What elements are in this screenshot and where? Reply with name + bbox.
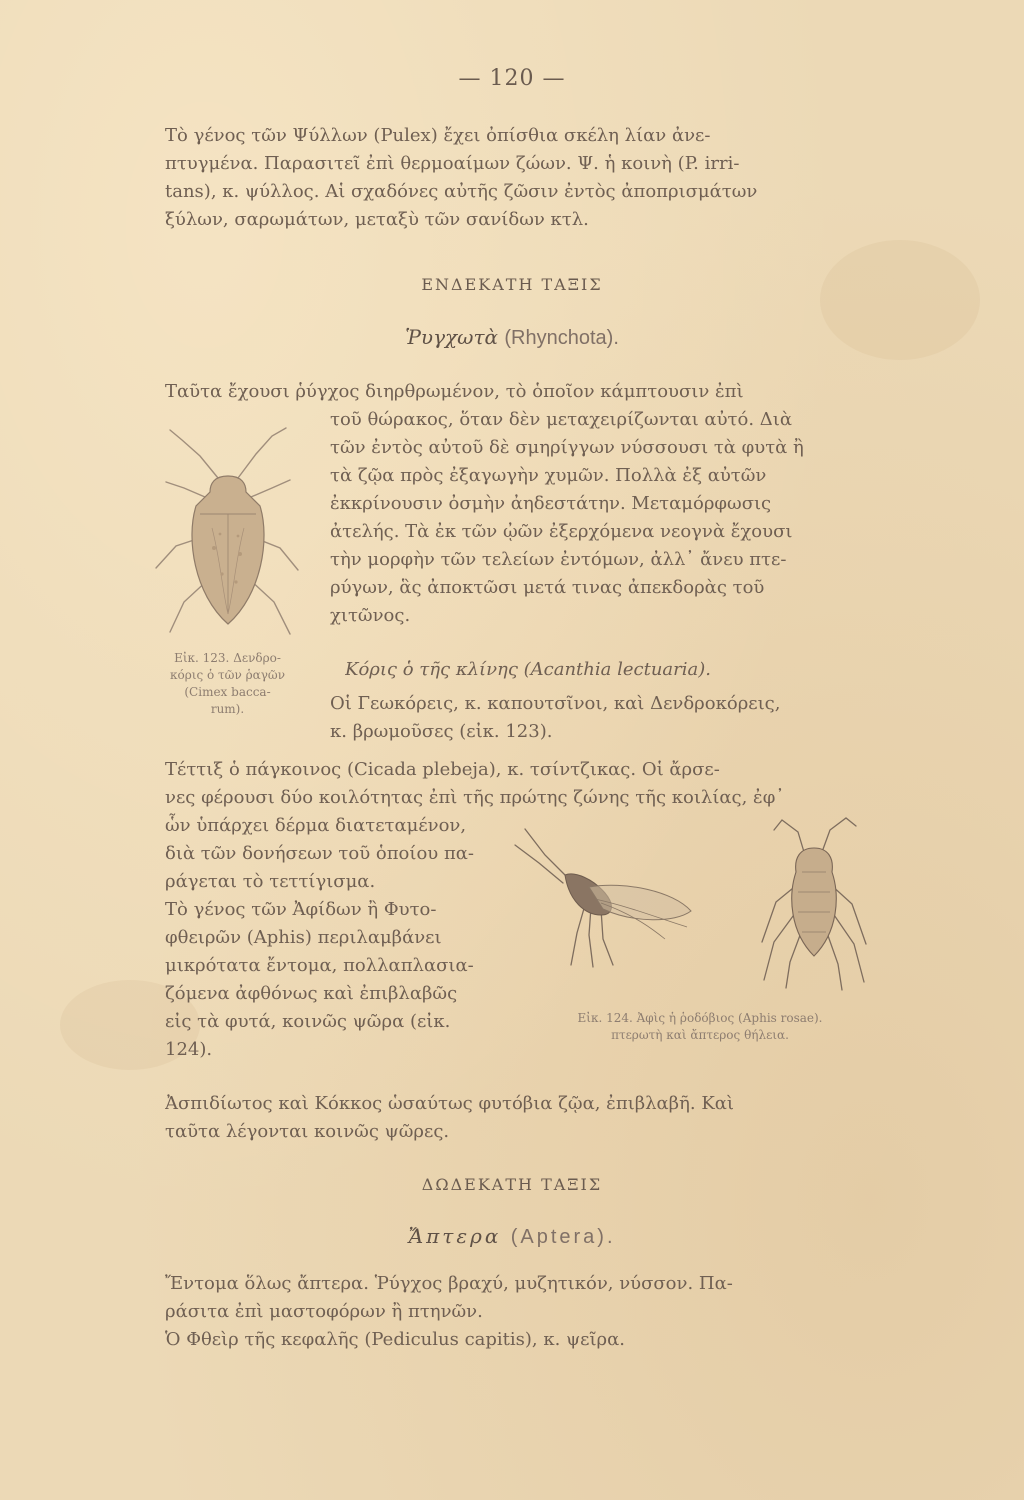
text-line: χιτῶνος. xyxy=(330,605,411,626)
shield-bug-illustration xyxy=(140,418,320,648)
text-line: ξύλων, σαρωμάτων, μεταξὺ τῶν σανίδων κτλ. xyxy=(165,209,589,230)
tettix-paragraph xyxy=(165,756,890,812)
aspidiotos-paragraph xyxy=(165,1090,890,1146)
aphis-paragraph xyxy=(165,896,495,1064)
section-heading-11: ΕΝΔΕΚΑΤΗ ΤΑΞΙΣ xyxy=(421,275,603,294)
text-line: τῶν ἐντὸς αὐτοῦ δὲ σμηρίγγων νύσσουσι τὰ φυτὰ ἢ xyxy=(330,437,804,458)
subheading-latin: (Aptera). xyxy=(510,1226,616,1248)
subheading-greek: Ἄπτερα xyxy=(408,1224,502,1248)
rhynchota-paragraph xyxy=(330,406,890,630)
section-heading-12: ΔΩΔΕΚΑΤΗ ΤΑΞΙΣ xyxy=(421,1175,603,1194)
koris-paragraph xyxy=(345,656,890,684)
pulex-paragraph xyxy=(165,122,890,234)
text-line: μικρότατα ἔντομα, πολλαπλασια- xyxy=(165,955,474,976)
text-line: Ὁ Φθεὶρ τῆς κεφαλῆς (Pediculus capitis), κ. ψεῖρα. xyxy=(165,1329,626,1350)
caption-line: κόρις ὁ τῶν ῥαγῶν xyxy=(169,668,285,682)
caption-line: (Cimex bacca- xyxy=(184,685,271,699)
subheading-latin: (Rhynchota). xyxy=(504,327,619,349)
text-line: πτυγμένα. Παρασιτεῖ ἐπὶ θερμοαίμων ζώων. Ψ. ἡ κοινὴ (P. irri- xyxy=(165,153,740,174)
text-line: ράσιτα ἐπὶ μαστοφόρων ἢ πτηνῶν. xyxy=(165,1301,483,1322)
section-subheading-12 xyxy=(0,1224,1024,1249)
wingless-aphid-illustration xyxy=(740,812,890,1002)
text-line: τοῦ θώρακος, ὅταν δὲν μεταχειρίζωνται αὐτό. Διὰ xyxy=(330,409,792,430)
text-line: ὧν ὑπάρχει δέρμα διατεταμένον, xyxy=(165,815,467,836)
text-line: ταῦτα λέγονται κοινῶς ψῶρες. xyxy=(165,1121,450,1142)
text-line: Τέττιξ ὁ πάγκοινος (Cicada plebeja), κ. τσίντζικας. Οἱ ἄρσε- xyxy=(165,759,720,780)
text-line: Τὸ γένος τῶν Ἀφίδων ἢ Φυτο- xyxy=(165,899,437,920)
text-line: Οἱ Γεωκόρεις, κ. καπουτσῖνοι, καὶ Δενδροκόρεις, xyxy=(330,693,781,714)
figure-124-wingless-aphid xyxy=(740,812,890,1002)
section-subheading-11 xyxy=(0,325,1024,350)
text-line: ρύγων, ἃς ἀποκτῶσι μετά τινας ἀπεκδορὰς τοῦ xyxy=(330,577,765,598)
caption-line: Εἰκ. 123. Δενδρο- xyxy=(174,651,281,665)
subheading-greek: Ῥυγχωτὰ xyxy=(405,325,499,349)
text-line: φθειρῶν (Aphis) περιλαμβάνει xyxy=(165,927,442,948)
aptera-paragraph xyxy=(165,1270,890,1354)
text-line: εἰς τὰ φυτά, κοινῶς ψῶρα (εἰκ. xyxy=(165,1011,451,1032)
caption-line: Εἰκ. 124. Ἀφὶς ἡ ῥοδόβιος (Aphis rosae). xyxy=(577,1011,823,1025)
text-line: Ταῦτα ἔχουσι ῥύγχος διηρθρωμένον, τὸ ὁποῖον κάμπτουσιν ἐπὶ xyxy=(165,381,744,402)
text-line: tans), κ. ψύλλος. Αἱ σχαδόνες αὐτῆς ζῶσιν ἐντὸς ἀποπρισμάτων xyxy=(165,181,758,202)
text-line: ἀτελής. Τὰ ἐκ τῶν ᾠῶν ἐξερχόμενα νεογνὰ ἔχουσι xyxy=(330,521,793,542)
page-number: — 120 — xyxy=(458,66,566,91)
text-line: Ἔντομα ὅλως ἄπτερα. Ῥύγχος βραχύ, μυζητικόν, νύσσον. Πα- xyxy=(165,1273,733,1294)
text-line: τὴν μορφὴν τῶν τελείων ἐντόμων, ἀλλ᾽ ἄνευ πτε- xyxy=(330,549,787,570)
text-line: διὰ τῶν δονήσεων τοῦ ὁποίου πα- xyxy=(165,843,475,864)
text-line: Τὸ γένος τῶν Ψύλλων (Pulex) ἔχει ὀπίσθια σκέλη λίαν ἀνε- xyxy=(165,125,711,146)
rhynchota-intro xyxy=(165,378,890,406)
figure-124-winged-aphid xyxy=(505,815,705,985)
figure-123-caption xyxy=(130,650,325,718)
caption-line: rum). xyxy=(210,702,245,716)
text-line: ἐκκρίνουσιν ὀσμὴν ἀηδεστάτην. Μεταμόρφωσις xyxy=(330,493,772,514)
figure-124-caption xyxy=(505,1010,895,1044)
figure-123-shield-bug xyxy=(140,418,320,648)
tettix-paragraph-cont xyxy=(165,812,495,896)
koris-paragraph-cont xyxy=(330,690,890,746)
text-line: Κόρις ὁ τῆς κλίνης (Acanthia lectuaria). xyxy=(345,659,711,680)
winged-aphid-illustration xyxy=(505,815,705,985)
text-line: Ἀσπιδίωτος καὶ Κόκκος ὡσαύτως φυτόβια ζῷα, ἐπιβλαβῆ. Καὶ xyxy=(165,1093,734,1114)
text-line: ράγεται τὸ τεττίγισμα. xyxy=(165,871,376,892)
caption-line: πτερωτὴ καὶ ἄπτερος θήλεια. xyxy=(611,1028,789,1042)
text-line: 124). xyxy=(165,1039,213,1060)
text-line: ζόμενα ἀφθόνως καὶ ἐπιβλαβῶς xyxy=(165,983,458,1004)
text-line: κ. βρωμοῦσες (εἰκ. 123). xyxy=(330,721,553,742)
text-line: τὰ ζῷα πρὸς ἐξαγωγὴν χυμῶν. Πολλὰ ἐξ αὐτῶν xyxy=(330,465,767,486)
text-line: νες φέρουσι δύο κοιλότητας ἐπὶ τῆς πρώτης ζώνης τῆς κοιλίας, ἐφ᾽ xyxy=(165,787,785,808)
